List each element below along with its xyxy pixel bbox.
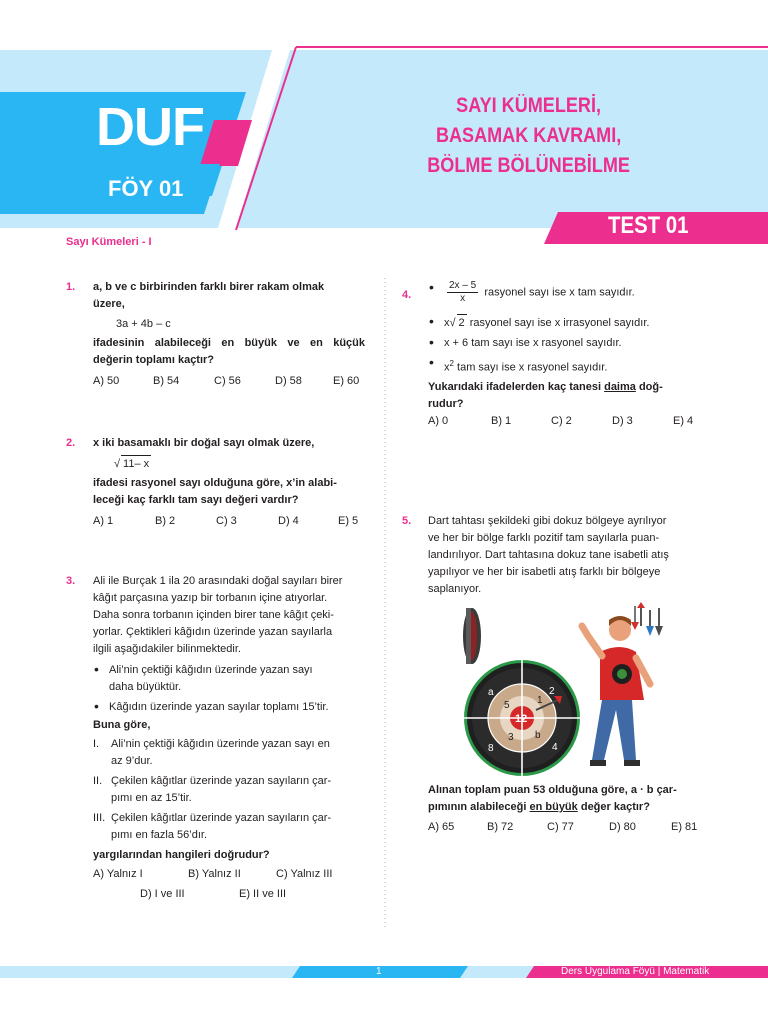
q2-question bbox=[93, 475, 365, 509]
q5-question bbox=[428, 782, 704, 816]
section-title: Sayı Kümeleri - I bbox=[66, 236, 152, 248]
q3-roman-1 bbox=[93, 736, 365, 770]
q3-roman-2-num: II. bbox=[93, 775, 103, 787]
q5-line-1: Dart tahtası şekildeki gibi dokuz bölgeye ayrılıyor bbox=[428, 515, 667, 527]
q4-fraction-den: x bbox=[460, 293, 466, 304]
q5-option-b[interactable]: B) 72 bbox=[487, 821, 514, 833]
board-label-b: b bbox=[535, 730, 541, 741]
q1-stem bbox=[93, 279, 365, 313]
q4-bullet-3: • x + 6 tam sayı ise x rasyonel sayıdır. bbox=[428, 335, 708, 352]
q2-option-c[interactable]: C) 3 bbox=[216, 515, 237, 527]
column-divider bbox=[384, 278, 386, 928]
q2-option-b[interactable]: B) 2 bbox=[155, 515, 176, 527]
q3-line-4: yorlar. Çektikleri kâğıdın üzerinde yazan sayılarla bbox=[93, 626, 333, 638]
q5-q-post: değer kaçtır? bbox=[580, 801, 650, 813]
q5-option-e[interactable]: E) 81 bbox=[671, 821, 698, 833]
q4-bullet-1-text: rasyonel sayı ise x tam sayıdır. bbox=[484, 286, 635, 299]
board-label-5: 5 bbox=[504, 700, 510, 711]
q3-option-e[interactable]: E) II ve III bbox=[239, 888, 287, 900]
q4-bullet-2-pre: x bbox=[444, 317, 450, 329]
q4-question bbox=[428, 379, 708, 413]
topic-line-3: BÖLME BÖLÜNEBİLME bbox=[427, 154, 630, 177]
q1-line-2: üzere, bbox=[93, 298, 125, 310]
q3-bullet-2-l1: • Kâğıdın üzerinde yazan sayılar toplamı 15’tir. bbox=[109, 701, 329, 713]
q3-bullet-1 bbox=[93, 662, 365, 696]
q3-option-d[interactable]: D) I ve III bbox=[140, 888, 185, 900]
q4-bullet-4-text: tam sayı ise x rasyonel sayıdır. bbox=[457, 361, 608, 374]
q2-options bbox=[93, 513, 358, 529]
q1-expression: 3a + 4b – c bbox=[116, 318, 171, 330]
q3-option-b[interactable]: B) Yalnız II bbox=[188, 868, 241, 880]
q2-line-2: ifadesi rasyonel sayı olduğuna göre, x’in alabi- bbox=[93, 477, 337, 489]
q2-radicand: 11– x bbox=[121, 455, 151, 473]
q5-option-a[interactable]: A) 65 bbox=[428, 821, 455, 833]
q1-option-e[interactable]: E) 60 bbox=[333, 375, 360, 387]
q1-line-1: a, b ve c birbirinden farklı birer rakam olmak bbox=[93, 281, 325, 293]
q1-option-b[interactable]: B) 54 bbox=[153, 375, 180, 387]
q3-bullet-2 bbox=[93, 699, 365, 716]
q5-line-3: landırılıyor. Dart tahtasına dokuz tane isabetli atış bbox=[428, 549, 669, 561]
q5-q-line-2 bbox=[428, 799, 704, 816]
board-label-3: 3 bbox=[508, 732, 514, 743]
q2-number: 2. bbox=[66, 437, 76, 449]
q3-roman-3 bbox=[93, 810, 365, 844]
q4-fraction bbox=[447, 280, 478, 305]
q3-number: 3. bbox=[66, 575, 76, 587]
q4-option-c[interactable]: C) 2 bbox=[551, 415, 572, 427]
q3-roman-3-l1: Çekilen kâğıtlar üzerinde yazan sayıların çar- bbox=[111, 812, 332, 824]
q3-bullet-1-l2: daha büyüktür. bbox=[109, 681, 182, 693]
q1-option-c[interactable]: C) 56 bbox=[214, 375, 241, 387]
q2-option-e[interactable]: E) 5 bbox=[338, 515, 359, 527]
q3-stem bbox=[93, 573, 365, 864]
q5-q-line-1: Alınan toplam puan 53 olduğuna göre, a · b çar- bbox=[428, 784, 677, 796]
board-label-a: a bbox=[488, 687, 494, 698]
q4-q-post: doğ- bbox=[638, 380, 663, 393]
q4-q-line-2: rudur? bbox=[428, 397, 464, 410]
brand-logo: DUF bbox=[96, 97, 204, 157]
q4-option-e[interactable]: E) 4 bbox=[673, 415, 694, 427]
q2-radical: √ 11– x bbox=[114, 455, 151, 473]
q4-bullet-2-rad: 2 bbox=[457, 314, 467, 332]
darts-on-wall-icon bbox=[631, 602, 663, 636]
q3-roman-2-l2: pımı en az 15’tir. bbox=[111, 792, 192, 804]
q1-line-3: ifadesinin alabileceği en büyük ve en küçük bbox=[93, 337, 365, 349]
q1-line-4: değerin toplamı kaçtır? bbox=[93, 354, 215, 366]
q5-line-4: yapılıyor ve her bir isabetli atış farklı bir bölgeye bbox=[428, 566, 661, 578]
q4-fraction-num: • 2x – 5 bbox=[449, 280, 477, 291]
q3-roman-2 bbox=[93, 773, 365, 807]
topic-line-2: BASAMAK KAVRAMI, bbox=[435, 124, 622, 147]
foy-label: FÖY 01 bbox=[108, 176, 184, 201]
q3-options-row-2 bbox=[140, 886, 286, 902]
q3-roman-1-l1: Ali’nin çektiği kâğıdın üzerinde yazan sayı en bbox=[111, 738, 330, 750]
q3-roman-2-l1: Çekilen kâğıtlar üzerinde yazan sayıların çar- bbox=[111, 775, 332, 787]
test-label: TEST 01 bbox=[608, 212, 689, 239]
q3-option-a[interactable]: A) Yalnız I bbox=[93, 868, 143, 880]
q3-buna-gore: Buna göre, bbox=[93, 719, 151, 731]
q2-option-d[interactable]: D) 4 bbox=[278, 515, 299, 527]
q4-q-line-1 bbox=[428, 379, 708, 396]
q4-bullet-4-exp: 2 bbox=[449, 359, 454, 368]
q3-roman-1-num: I. bbox=[93, 738, 100, 750]
q3-roman-1-l2: az 9’dur. bbox=[111, 755, 153, 767]
q4-options bbox=[428, 413, 693, 429]
q4-body bbox=[428, 280, 708, 413]
q5-options bbox=[428, 819, 697, 835]
page-number: 1 bbox=[376, 966, 382, 977]
q3-roman-3-l2: pımı en fazla 56’dır. bbox=[111, 829, 207, 841]
footer-text: Ders Uygulama Föyü | Matematik bbox=[561, 966, 710, 977]
q3-line-2: kâğıt parçasına yazıp bir torbanın içine atıyorlar. bbox=[93, 592, 328, 604]
q3-line-1: Ali ile Burçak 1 ila 20 arasındaki doğal sayıları birer bbox=[93, 575, 343, 587]
q3-question: yargılarından hangileri doğrudur? bbox=[93, 849, 270, 861]
q1-option-a[interactable]: A) 50 bbox=[93, 375, 120, 387]
q5-q-emphasis: en büyük bbox=[529, 801, 578, 813]
q1-options bbox=[93, 373, 359, 389]
q4-q-emphasis: daima bbox=[604, 380, 636, 393]
q4-option-d[interactable]: D) 3 bbox=[612, 415, 633, 427]
board-label-1: 1 bbox=[537, 695, 543, 706]
q5-option-d[interactable]: D) 80 bbox=[609, 821, 636, 833]
q3-option-c[interactable]: C) Yalnız III bbox=[276, 868, 333, 880]
q2-option-a[interactable]: A) 1 bbox=[93, 515, 114, 527]
q1-number: 1. bbox=[66, 281, 76, 293]
man-throwing-icon bbox=[582, 616, 650, 766]
q4-option-b[interactable]: B) 1 bbox=[491, 415, 512, 427]
q1-question bbox=[93, 335, 365, 369]
topic-line-1: SAYI KÜMELERİ, bbox=[456, 94, 602, 117]
q4-bullet-4 bbox=[428, 355, 708, 377]
q4-bullet-2-text: rasyonel sayı ise x irrasyonel sayıdır. bbox=[469, 317, 650, 329]
q4-bullet-4-base: x bbox=[444, 361, 450, 374]
q5-number: 5. bbox=[402, 515, 412, 527]
board-label-8: 8 bbox=[488, 743, 494, 754]
q5-line-2: ve her bir bölge farklı pozitif tam sayılarla puan- bbox=[428, 532, 660, 544]
board-label-2: 2 bbox=[549, 686, 555, 697]
q3-roman-3-num: III. bbox=[93, 812, 106, 824]
q4-option-a[interactable]: A) 0 bbox=[428, 415, 449, 427]
q1-option-d[interactable]: D) 58 bbox=[275, 375, 302, 387]
q2-line-3: leceği kaç farklı tam sayı değeri vardır? bbox=[93, 494, 299, 506]
q3-options-row-1 bbox=[93, 866, 332, 882]
q2-line-1: x iki basamaklı bir doğal sayı olmak üzere, bbox=[93, 437, 315, 449]
q4-number: 4. bbox=[402, 289, 412, 301]
q4-q-pre: Yukarıdaki ifadelerden kaç tanesi bbox=[428, 380, 602, 393]
board-center-12: 12 bbox=[515, 713, 528, 725]
q4-bullet-1 bbox=[428, 280, 708, 310]
board-label-4: 4 bbox=[552, 742, 558, 753]
q5-q-pre: pımının alabileceği bbox=[428, 801, 527, 813]
q5-line-5: saplanıyor. bbox=[428, 583, 482, 595]
q3-line-5: ilgili aşağıdakiler bilinmektedir. bbox=[93, 643, 241, 655]
q5-option-c[interactable]: C) 77 bbox=[547, 821, 574, 833]
q4-bullet-2: • x√ 2 rasyonel sayı ise x irrasyonel sayıdır. bbox=[428, 314, 708, 332]
q3-bullet-1-l1: • Ali’nin çektiği kâğıdın üzerinde yazan sayı bbox=[109, 664, 313, 676]
q3-line-3: Daha sonra torbanın içinden birer tane kâğıt çeki- bbox=[93, 609, 334, 621]
side-board-icon bbox=[463, 608, 481, 664]
q5-stem bbox=[428, 513, 704, 598]
